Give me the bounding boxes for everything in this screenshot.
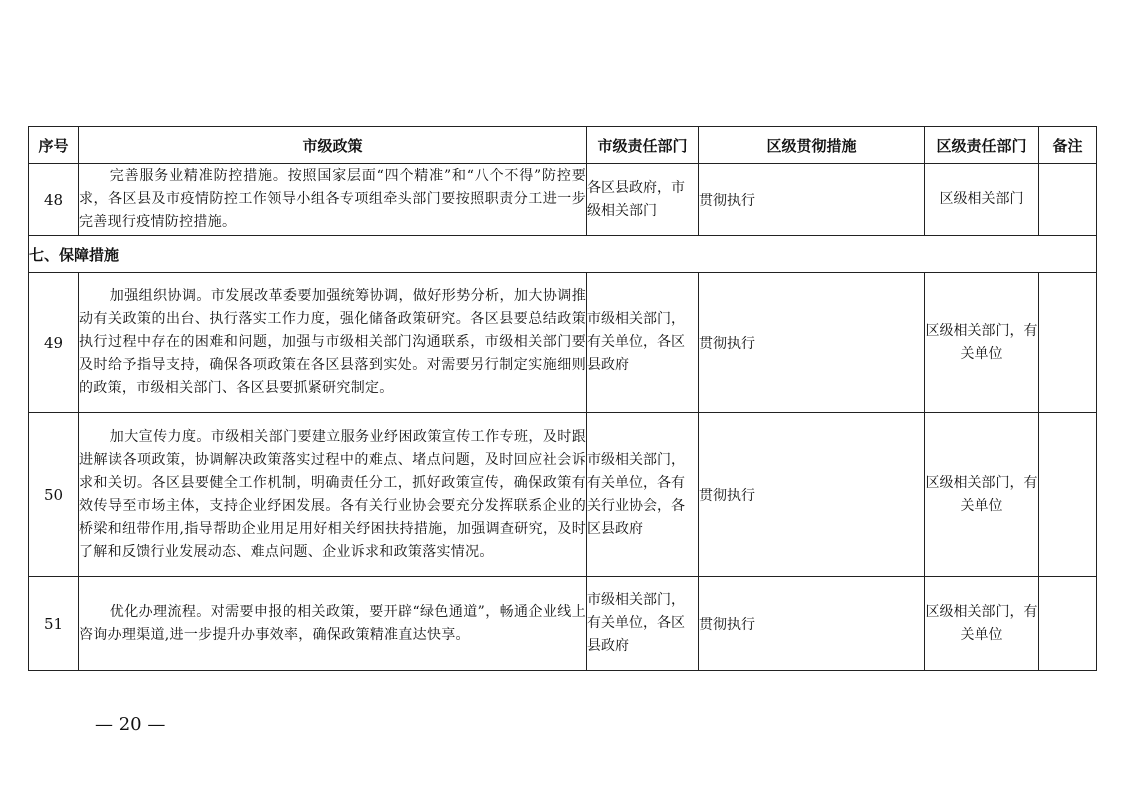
policy-table bbox=[28, 126, 1097, 671]
table-row bbox=[29, 164, 1097, 236]
row-num: 49 bbox=[29, 273, 79, 413]
row-measure: 贯彻执行 bbox=[699, 413, 925, 577]
row-measure: 贯彻执行 bbox=[699, 164, 925, 236]
header-policy: 市级政策 bbox=[79, 127, 587, 164]
policy-paragraph: 优化办理流程。对需要申报的相关政策，要开辟“绿色通道”，畅通企业线上咨询办理渠道,进一步提升办事效率，确保政策精准直达快享。 bbox=[79, 603, 586, 643]
row-district-dept: 区级相关部门，有关单位 bbox=[925, 273, 1039, 413]
row-measure: 贯彻执行 bbox=[699, 273, 925, 413]
header-num: 序号 bbox=[29, 127, 79, 164]
row-remark bbox=[1039, 577, 1097, 671]
row-policy bbox=[79, 413, 587, 577]
table-row bbox=[29, 413, 1097, 577]
row-num: 48 bbox=[29, 164, 79, 236]
row-remark bbox=[1039, 413, 1097, 577]
section-title: 七、保障措施 bbox=[29, 236, 1097, 273]
row-remark bbox=[1039, 164, 1097, 236]
row-district-dept: 区级相关部门，有关单位 bbox=[925, 413, 1039, 577]
header-row bbox=[29, 127, 1097, 164]
row-policy bbox=[79, 577, 587, 671]
row-policy bbox=[79, 164, 587, 236]
header-district-dept: 区级责任部门 bbox=[925, 127, 1039, 164]
row-city-dept: 市级相关部门，有关单位，各区县政府 bbox=[587, 273, 699, 413]
policy-paragraph: 加大宣传力度。市级相关部门要建立服务业纾困政策宣传工作专班，及时跟进解读各项政策，协调解决政策落实过程中的难点、堵点问题，及时回应社会诉求和关切。各区县要健全工作机制，明确责任分工，抓好政策宣传，确保政策有效传导至市场主体，支持企业纾困发展。各有关行业协会要充分发挥联系企业的桥梁和纽带作用,指导帮助企业用足用好相关纾困扶持措施，加强调查研究，及时了解和反馈行业发展动态、难点问题、企业诉求和政策落实情况。 bbox=[79, 428, 586, 560]
header-city-dept: 市级责任部门 bbox=[587, 127, 699, 164]
row-city-dept: 市级相关部门，有关单位，各区县政府 bbox=[587, 577, 699, 671]
row-policy bbox=[79, 273, 587, 413]
table-row bbox=[29, 273, 1097, 413]
row-remark bbox=[1039, 273, 1097, 413]
page-number: — 20 — bbox=[95, 714, 166, 735]
row-district-dept: 区级相关部门 bbox=[925, 164, 1039, 236]
row-measure: 贯彻执行 bbox=[699, 577, 925, 671]
row-city-dept: 各区县政府，市级相关部门 bbox=[587, 164, 699, 236]
policy-paragraph: 完善服务业精准防控措施。按照国家层面“四个精准”和“八个不得”防控要求，各区县及市疫情防控工作领导小组各专项组牵头部门要按照职责分工进一步完善现行疫情防控措施。 bbox=[79, 168, 586, 230]
table-row bbox=[29, 577, 1097, 671]
header-remark: 备注 bbox=[1039, 127, 1097, 164]
header-measure: 区级贯彻措施 bbox=[699, 127, 925, 164]
row-num: 51 bbox=[29, 577, 79, 671]
row-district-dept: 区级相关部门，有关单位 bbox=[925, 577, 1039, 671]
section-row bbox=[29, 236, 1097, 273]
row-city-dept: 市级相关部门，有关单位，各有关行业协会，各区县政府 bbox=[587, 413, 699, 577]
row-num: 50 bbox=[29, 413, 79, 577]
policy-paragraph: 加强组织协调。市发展改革委要加强统筹协调，做好形势分析，加大协调推动有关政策的出台、执行落实工作力度，强化储备政策研究。各区县要总结政策执行过程中存在的困难和问题，加强与市级相关部门沟通联系，市级相关部门要及时给予指导支持，确保各项政策在各区县落到实处。对需要另行制定实施细则的政策，市级相关部门、各区县要抓紧研究制定。 bbox=[79, 288, 586, 396]
